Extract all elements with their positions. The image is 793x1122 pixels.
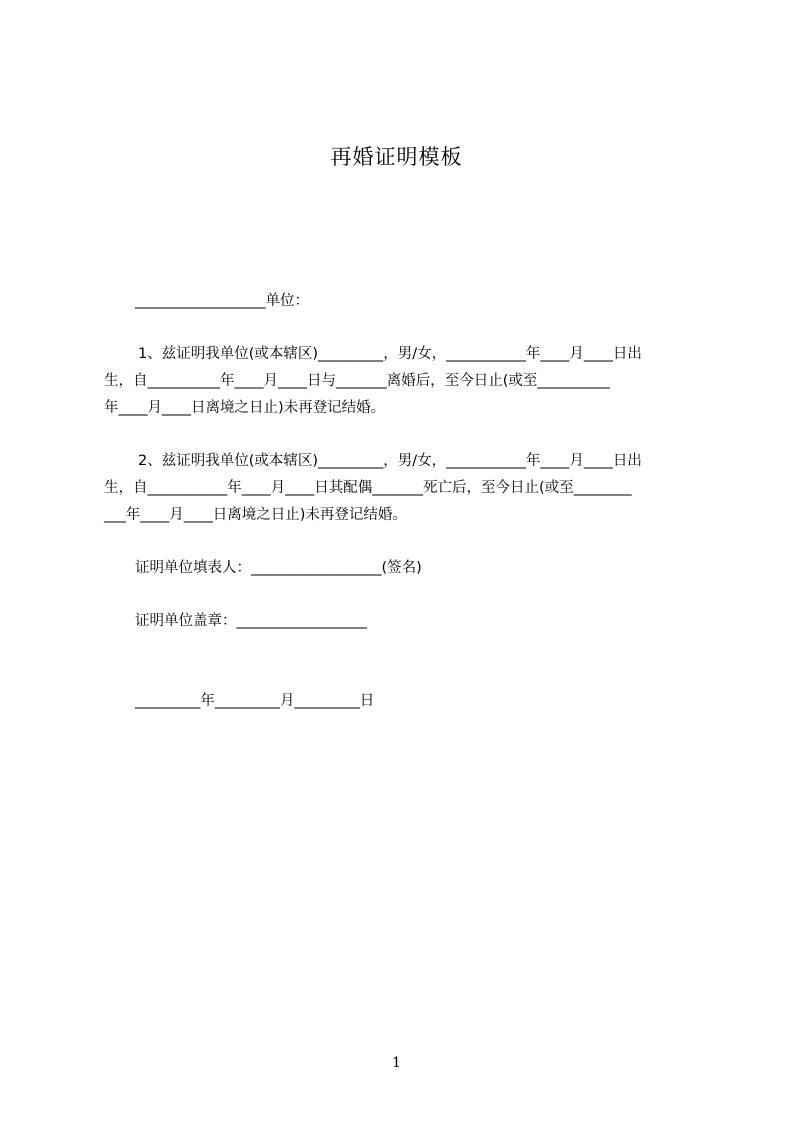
- paragraph-1-line-2: 生，自__________年____月____日与_______离婚后，至今日止(或至__________: [104, 373, 610, 389]
- paragraph-2-line-1: 2、兹证明我单位(或本辖区)_________，男/女，___________年____月____日出: [138, 453, 642, 469]
- paragraph-1-line-3: 年____月____日离境之日止)未再登记结婚。: [104, 400, 386, 416]
- filler-signature-line: 证明单位填表人：__________________(签名): [135, 560, 422, 576]
- paragraph-2-line-2: 生，自___________年____月____日其配偶_______死亡后，至今日止(或至________: [104, 480, 632, 496]
- addressee-line: __________________单位：: [135, 293, 309, 309]
- page-number: 1: [392, 1055, 401, 1071]
- seal-line: 证明单位盖章：__________________: [135, 613, 367, 629]
- paragraph-2-line-3: ___年____月____日离境之日止)未再登记结婚。: [104, 507, 407, 523]
- document-title: 再婚证明模板: [330, 145, 463, 169]
- paragraph-1-line-1: 1、兹证明我单位(或本辖区)_________，男/女，___________年____月____日出: [138, 346, 642, 362]
- date-line: _________年_________月_________日: [135, 693, 375, 709]
